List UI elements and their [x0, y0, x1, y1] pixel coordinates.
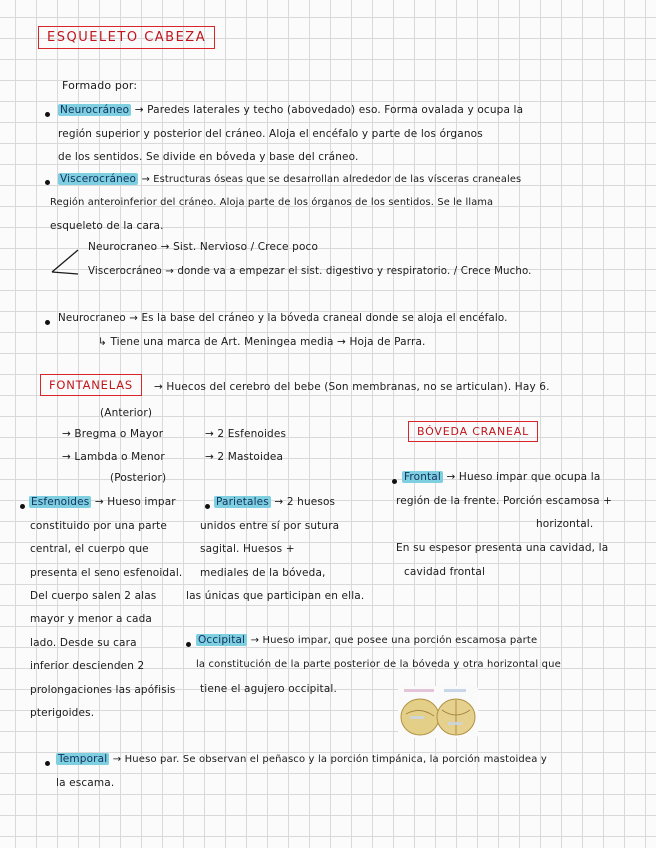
visc-line-3: esqueleto de la cara.: [50, 220, 164, 232]
fontanelas-desc: → Huecos del cerebro del bebe (Son membranas, no se articulan). Hay 6.: [154, 381, 550, 393]
occ-line-2: la constitución de la parte posterior de la bóveda y otra horizontal que: [196, 659, 561, 670]
par-term: Parietales: [216, 496, 269, 508]
occ-line-1: [196, 634, 537, 646]
fontanela-row-1b: → 2 Esfenoides: [205, 428, 287, 440]
bullet-icon: [392, 479, 397, 484]
bullet-icon: [205, 504, 210, 509]
page-title: ESQUELETO CABEZA: [38, 26, 215, 49]
neuro-text-1: → Paredes laterales y techo (abovedado) eso. Forma ovalada y ocupa la: [134, 104, 524, 116]
esf-line-7: lado. Desde su cara: [30, 637, 137, 649]
bullet-icon: [45, 320, 50, 325]
fontanela-anterior: (Anterior): [100, 407, 153, 419]
frontal-line-5: cavidad frontal: [404, 566, 486, 578]
bullet-icon: [20, 504, 25, 509]
bullet-icon: [45, 761, 50, 766]
esf-line-2: constituido por una parte: [30, 520, 168, 532]
temp-line-1: [56, 753, 547, 765]
occ-text-1: → Hueso impar, que posee una porción escamosa parte: [250, 635, 538, 646]
esf-line-3: central, el cuerpo que: [30, 543, 149, 555]
neuro2-line-2: [98, 336, 426, 348]
fontanela-row-1a: → Bregma o Mayor: [62, 428, 164, 440]
esf-line-1: [29, 496, 176, 508]
frontal-line-4: En su espesor presenta una cavidad, la: [396, 542, 609, 554]
occ-term: Occipital: [198, 634, 246, 646]
visc-line-2: Región anteroinferior del cráneo. Aloja parte de los órganos de los sentidos. Se le llama: [50, 197, 494, 208]
frontal-term: Frontal: [404, 471, 441, 483]
temp-text-1: → Hueso par. Se observan el peñasco y la porción timpánica, la porción mastoidea y: [112, 754, 547, 765]
fontanelas-title: FONTANELAS: [40, 374, 142, 396]
bullet-icon: [45, 112, 50, 117]
fontanela-row-2a: → Lambda o Menor: [62, 451, 165, 463]
neuro-line-2: región superior y posterior del cráneo. Aloja el encéfalo y parte de los órganos: [58, 128, 483, 140]
par-line-4: mediales de la bóveda,: [200, 567, 326, 579]
bullet-icon: [186, 642, 191, 647]
compare-arrow-icon: [48, 242, 82, 282]
visc-text-1: → Estructuras óseas que se desarrollan alrededor de las vísceras craneales: [141, 174, 522, 185]
par-line-3: sagital. Huesos +: [200, 543, 295, 555]
neuro-term: Neurocráneo: [60, 104, 130, 116]
esf-line-8: inferior descienden 2: [30, 660, 145, 672]
esf-line-4: presenta el seno esfenoidal.: [30, 567, 183, 579]
temp-term: Temporal: [58, 753, 108, 765]
temp-line-2: la escama.: [56, 777, 115, 789]
boveda-title: BÓVEDA CRANEAL: [408, 421, 538, 442]
intro-text: Formado por:: [62, 79, 138, 92]
esf-text-1: → Hueso impar: [94, 496, 176, 508]
neuro-line-1: [58, 104, 523, 116]
visc-line-1: [58, 173, 521, 185]
par-text-1: → 2 huesos: [274, 496, 336, 508]
fontanela-posterior: (Posterior): [110, 472, 167, 484]
par-line-5: las únicas que participan en ella.: [186, 590, 365, 602]
skull-illustration-icon: [398, 686, 478, 738]
visc-term: Viscerocráneo: [60, 173, 137, 185]
neuro-line-3: de los sentidos. Se divide en bóveda y base del cráneo.: [58, 151, 359, 163]
occ-line-3: tiene el agujero occipital.: [200, 683, 337, 695]
frontal-line-1: [402, 471, 600, 483]
frontal-line-2: región de la frente. Porción escamosa +: [396, 495, 613, 507]
frontal-line-3: horizontal.: [536, 518, 594, 530]
neuro2-text-2: Tiene una marca de Art. Meningea media → Hoja de Parra.: [110, 336, 426, 348]
fontanela-row-2b: → 2 Mastoidea: [205, 451, 284, 463]
par-line-2: unidos entre sí por sutura: [200, 520, 340, 532]
neuro2-line-1: Neurocraneo → Es la base del cráneo y la bóveda craneal donde se aloja el encéfalo.: [58, 312, 508, 324]
compare-row-2: Viscerocráneo → donde va a empezar el sist. digestivo y respiratorio. / Crece Mucho.: [88, 266, 532, 277]
esf-term: Esfenoides: [31, 496, 90, 508]
compare-row-1: Neurocraneo → Sist. Nervioso / Crece poco: [88, 241, 319, 253]
par-line-1: [214, 496, 335, 508]
esf-line-5: Del cuerpo salen 2 alas: [30, 590, 157, 602]
esf-line-10: pterigoides.: [30, 707, 95, 719]
return-arrow-icon: ↳: [98, 336, 111, 348]
esf-line-9: prolongaciones las apófisis: [30, 684, 176, 696]
frontal-text-1: → Hueso impar que ocupa la: [446, 471, 601, 483]
bullet-icon: [45, 180, 50, 185]
esf-line-6: mayor y menor a cada: [30, 613, 153, 625]
skull-illustration: [398, 686, 478, 738]
